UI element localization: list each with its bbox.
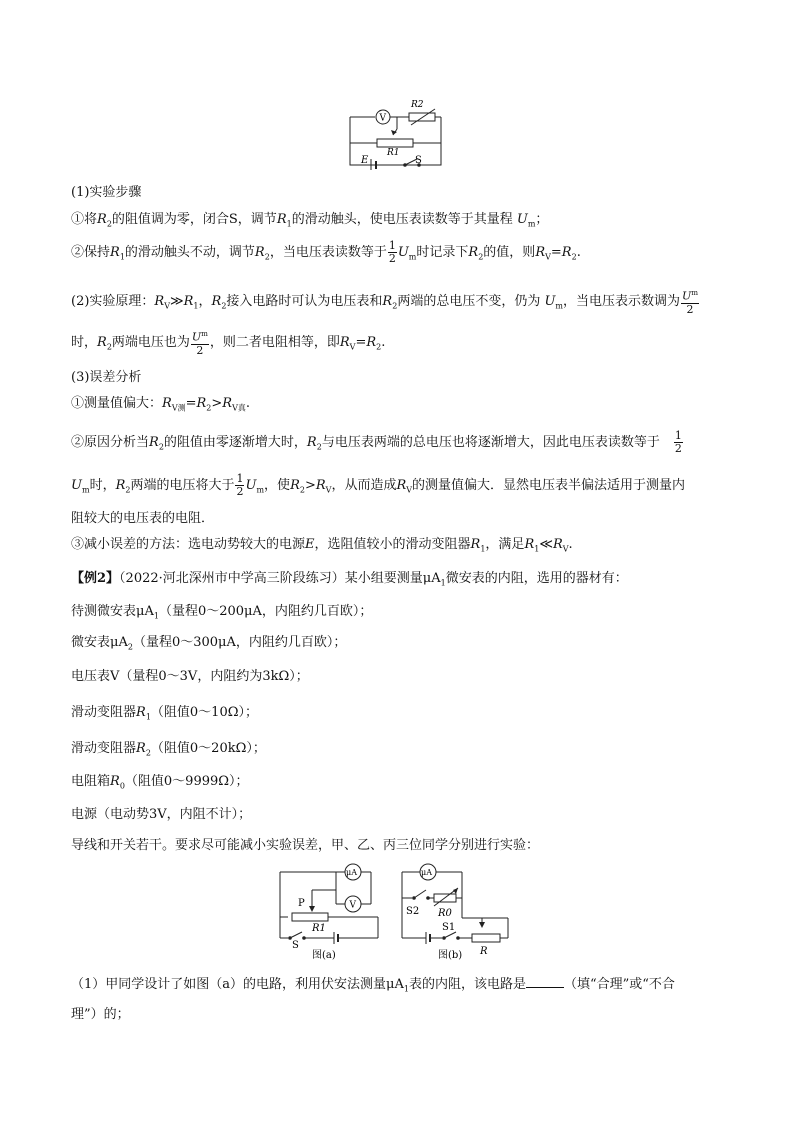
fig-top-r2-label: R2 xyxy=(411,100,424,110)
question-1-line-2: 理”）的； xyxy=(71,1007,130,1022)
figure-a-circuit xyxy=(276,862,386,960)
fig-a-p-label: P xyxy=(298,898,305,909)
fig-a-meter2-label: V xyxy=(349,900,356,911)
fig-a-meter1-label: μA xyxy=(346,868,357,877)
item-source: 电源（电动势3V，内阻不计）； xyxy=(71,807,252,822)
question-1-choice: （填“合理”或“不合 xyxy=(563,977,675,992)
item-r0: 电阻箱$R_0$（阻值0～9999Ω）； xyxy=(71,774,249,791)
fig-top-s-label: S xyxy=(415,155,422,166)
half-deflection-circuit-diagram xyxy=(345,95,450,170)
fig-b-r0-label: R0 xyxy=(438,908,452,919)
figure-b-circuit xyxy=(398,860,518,960)
fig-b-meter-label: μA xyxy=(421,868,432,877)
error-heading: (3)误差分析 xyxy=(71,370,142,385)
error-1: ①测量值偏大：$R_{V测}=R_2>R_{V真}$. xyxy=(71,396,251,413)
fig-top-meter-label: V xyxy=(379,113,386,124)
fig-top-e-label: E xyxy=(361,155,369,166)
fig-a-caption: 图(a) xyxy=(312,950,336,960)
fig-b-caption: 图(b) xyxy=(438,950,463,960)
item-wires: 导线和开关若干。要求尽可能减小实验误差，甲、乙、丙三位同学分别进行实验： xyxy=(71,838,540,853)
example-2-intro: 【例2】（2022·河北深州市中学高三阶段练习）某小组要测量$\mu A_1$微安表的内阻，选用的器材有： xyxy=(71,571,628,588)
step-2: ②保持$R_1$的滑动触头不动，调节$R_2$，当电压表读数等于 $\frac{1}{2}$ $U_m$时记录下$R_2$的值，则$R_V=R_2$. xyxy=(71,239,581,265)
fig-b-r-label: R xyxy=(480,946,488,957)
example-tag: 【例2】 xyxy=(71,571,120,586)
step-1: ①将$R_2$的阻值调为零，闭合S，调节$R_1$的滑动触头，使电压表读数等于其量程 $U_m$； xyxy=(71,212,549,229)
example-source: （2022·河北深州市中学高三阶段练习） xyxy=(119,571,345,586)
item-voltmeter: 电压表V（量程0～3V，内阻约为3kΩ）； xyxy=(71,669,309,684)
item-r2: 滑动变阻器$R_2$（阻值0～20kΩ）； xyxy=(71,741,266,758)
fig-top-r1-label: R1 xyxy=(387,148,400,158)
error-2-line-1: ②原因分析当$R_2$的阻值由零逐渐增大时，$R_2$与电压表两端的总电压也将逐渐增大，因此电压表读数等于 $\frac{1}{2}$ xyxy=(71,429,682,455)
fig-a-s-label: S xyxy=(292,940,299,951)
error-2-line-3: 阻较大的电压表的电阻． xyxy=(71,511,215,526)
fig-b-s1-label: S1 xyxy=(442,922,456,933)
item-ua1: 待测微安表$\mu A_1$（量程0～200μA，内阻约几百欧）； xyxy=(71,604,373,621)
fig-a-r1-label: R1 xyxy=(312,923,326,934)
item-ua2: 微安表$\mu A_2$（量程0～300μA，内阻约几百欧）； xyxy=(71,635,347,652)
answer-blank[interactable] xyxy=(526,975,564,988)
error-3: ③减小误差的方法：选电动势较大的电源E，选阻值较小的滑动变阻器$R_1$，满足$R_1≪R_V$. xyxy=(71,537,573,554)
steps-heading: (1)实验步骤 xyxy=(71,185,142,200)
fig-b-s2-label: S2 xyxy=(406,906,420,917)
principle-line-1: (2)实验原理：$R_V≫R_1$，$R_2$接入电路时可认为电压表和$R_2$两端的总电压不变，仍为 $U_m$，当电压表示数调为 $\frac{U^m}{2}$ xyxy=(71,289,698,316)
error-2-line-2: $U_m$时，$R_2$两端的电压将大于 $\frac{1}{2}$ $U_m$，使$R_2>R_V$，从而造成$R_V$的测量值偏大．显然电压表半偏法适用于测量内 xyxy=(71,472,686,498)
principle-line-2: 时，$R_2$两端电压也为 $\frac{U^m}{2}$ ，则二者电阻相等，即$R_V=R_2$. xyxy=(71,330,386,357)
question-1-line-1: （1）甲同学设计了如图（a）的电路，利用伏安法测量$\mu A_1$表的内阻，该电路是 （填“合理”或“不合 xyxy=(71,977,675,994)
item-r1: 滑动变阻器$R_1$（阻值0～10Ω）； xyxy=(71,705,258,722)
